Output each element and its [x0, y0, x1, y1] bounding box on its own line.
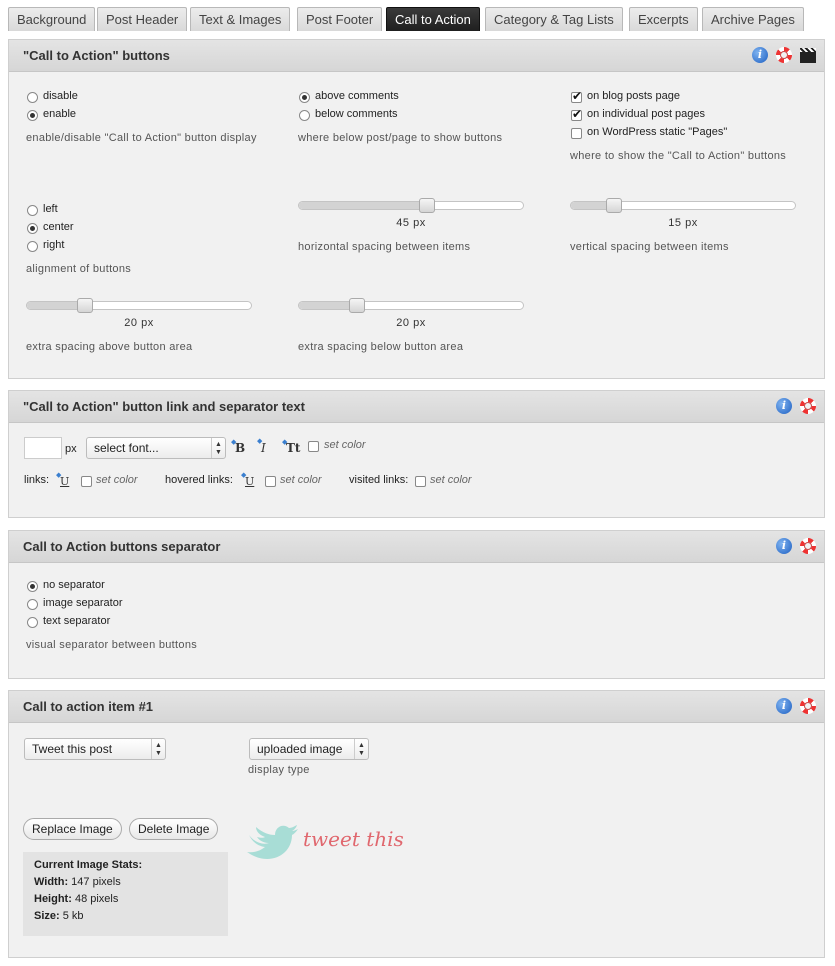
vertical-spacing-value: 15 px	[668, 217, 698, 229]
lifebuoy-icon[interactable]	[800, 538, 816, 554]
panel-title: Call to Action buttons separator	[23, 539, 221, 554]
panel-cta-item-1	[8, 690, 825, 958]
panel-cta-buttons	[8, 39, 825, 379]
cta-item-select[interactable]	[24, 738, 166, 760]
vertical-spacing-desc: vertical spacing between items	[570, 241, 729, 253]
bold-icon[interactable]: ◆ B	[231, 437, 246, 455]
image-width-stat: Width: 147 pixels	[34, 876, 121, 888]
checkbox-static-pages-label: on WordPress static "Pages"	[587, 126, 728, 138]
display-type-desc: display type	[248, 764, 310, 776]
text-transform-icon[interactable]: ◆ Tt	[282, 437, 301, 455]
panel-header	[9, 531, 824, 563]
horizontal-spacing-desc: horizontal spacing between items	[298, 241, 471, 253]
font-select[interactable]	[86, 437, 226, 459]
radio-enable-label: enable	[43, 108, 77, 120]
extra-spacing-above-value: 20 px	[124, 317, 154, 329]
tab-post-header[interactable]: Post Header	[97, 7, 187, 31]
image-stats-box	[23, 852, 228, 936]
image-height-stat: Height: 48 pixels	[34, 893, 119, 905]
cta-item-select-value: Tweet this post	[32, 742, 113, 756]
radio-align-center-label: center	[43, 221, 74, 233]
radio-text-separator[interactable]	[27, 617, 38, 628]
radio-image-separator[interactable]	[27, 599, 38, 610]
tab-background[interactable]: Background	[8, 7, 95, 31]
extra-spacing-above-desc: extra spacing above button area	[26, 341, 193, 353]
lifebuoy-icon[interactable]	[800, 698, 816, 714]
separator-desc: visual separator between buttons	[26, 639, 198, 651]
links-set-color-label: set color	[96, 474, 138, 486]
tab-call-to-action[interactable]: Call to Action	[386, 7, 480, 31]
select-arrows-icon: ▲ ▼	[151, 739, 165, 759]
display-type-select[interactable]	[249, 738, 369, 760]
visited-links-label: visited links:	[349, 474, 409, 486]
where-desc: where to show the "Call to Action" buttons	[570, 150, 787, 162]
links-label: links:	[24, 474, 50, 486]
delete-image-button[interactable]: Delete Image	[129, 818, 218, 840]
position-desc: where below post/page to show buttons	[298, 132, 503, 144]
set-color-label: set color	[324, 439, 366, 451]
radio-below-comments[interactable]	[299, 110, 310, 121]
links-set-color-checkbox[interactable]	[81, 476, 92, 487]
slider-handle[interactable]	[606, 198, 622, 213]
underline-icon[interactable]: ◆ U	[56, 471, 70, 488]
hovered-set-color-checkbox[interactable]	[265, 476, 276, 487]
panel-header	[9, 691, 824, 723]
panel-link-separator-text	[8, 390, 825, 518]
horizontal-spacing-value: 45 px	[396, 217, 426, 229]
slider-extra-spacing-above[interactable]	[26, 301, 252, 310]
tab-text-images[interactable]: Text & Images	[190, 7, 290, 31]
radio-above-comments[interactable]	[299, 92, 310, 103]
panel-title: "Call to Action" buttons	[23, 48, 170, 63]
tab-excerpts[interactable]: Excerpts	[629, 7, 698, 31]
uploaded-image-preview	[245, 821, 415, 865]
radio-disable-label: disable	[43, 90, 78, 102]
radio-align-right-label: right	[43, 239, 65, 251]
display-desc: enable/disable "Call to Action" button display	[26, 132, 257, 144]
italic-icon[interactable]: ◆ I	[257, 437, 266, 455]
image-size-stat: Size: 5 kb	[34, 910, 84, 922]
font-size-unit: px	[65, 443, 77, 455]
clapperboard-icon[interactable]	[800, 48, 816, 63]
panel-header	[9, 391, 824, 423]
radio-below-comments-label: below comments	[315, 108, 398, 120]
hovered-links-label: hovered links:	[165, 474, 233, 486]
slider-handle[interactable]	[349, 298, 365, 313]
checkbox-blog-posts-page[interactable]	[571, 92, 582, 103]
underline-icon[interactable]: ◆ U	[241, 471, 255, 488]
image-stats-heading: Current Image Stats:	[34, 859, 143, 871]
hovered-set-color-label: set color	[280, 474, 322, 486]
panel-header	[9, 40, 824, 72]
info-icon[interactable]: i	[776, 698, 792, 714]
radio-enable[interactable]	[27, 110, 38, 121]
slider-extra-spacing-below[interactable]	[298, 301, 524, 310]
font-size-input[interactable]	[24, 437, 62, 459]
alignment-desc: alignment of buttons	[26, 263, 132, 275]
radio-text-separator-label: text separator	[43, 615, 111, 627]
checkbox-blog-posts-page-label: on blog posts page	[587, 90, 680, 102]
slider-vertical-spacing[interactable]	[570, 201, 796, 210]
twitter-bird-icon	[245, 821, 301, 861]
lifebuoy-icon[interactable]	[800, 398, 816, 414]
radio-no-separator-label: no separator	[43, 579, 105, 591]
radio-align-left-label: left	[43, 203, 58, 215]
visited-set-color-checkbox[interactable]	[415, 476, 426, 487]
slider-horizontal-spacing[interactable]	[298, 201, 524, 210]
radio-image-separator-label: image separator	[43, 597, 123, 609]
radio-align-right[interactable]	[27, 241, 38, 252]
panel-buttons-separator	[8, 530, 825, 679]
tab-post-footer[interactable]: Post Footer	[297, 7, 382, 31]
extra-spacing-below-desc: extra spacing below button area	[298, 341, 464, 353]
select-arrows-icon: ▲ ▼	[211, 438, 225, 458]
radio-above-comments-label: above comments	[315, 90, 399, 102]
tab-archive-pages[interactable]: Archive Pages	[702, 7, 804, 31]
font-select-value: select font...	[94, 441, 159, 455]
panel-title: "Call to Action" button link and separator text	[23, 399, 305, 414]
checkbox-individual-post-pages[interactable]	[571, 110, 582, 121]
visited-set-color-label: set color	[430, 474, 472, 486]
extra-spacing-below-value: 20 px	[396, 317, 426, 329]
select-arrows-icon: ▲ ▼	[354, 739, 368, 759]
radio-align-left[interactable]	[27, 205, 38, 216]
checkbox-static-pages[interactable]	[571, 128, 582, 139]
checkbox-individual-post-pages-label: on individual post pages	[587, 108, 706, 120]
panel-title: Call to action item #1	[23, 699, 154, 714]
tab-category-tag-lists[interactable]: Category & Tag Lists	[485, 7, 623, 31]
radio-align-center[interactable]	[27, 223, 38, 234]
radio-disable[interactable]	[27, 92, 38, 103]
slider-handle[interactable]	[77, 298, 93, 313]
display-type-select-value: uploaded image	[257, 742, 343, 756]
info-icon[interactable]: i	[776, 538, 792, 554]
info-icon[interactable]: i	[752, 47, 768, 63]
set-color-checkbox[interactable]	[308, 441, 319, 452]
replace-image-button[interactable]: Replace Image	[23, 818, 122, 840]
tweet-this-preview-text: tweet this	[303, 827, 404, 851]
lifebuoy-icon[interactable]	[776, 47, 792, 63]
radio-no-separator[interactable]	[27, 581, 38, 592]
info-icon[interactable]: i	[776, 398, 792, 414]
slider-handle[interactable]	[419, 198, 435, 213]
